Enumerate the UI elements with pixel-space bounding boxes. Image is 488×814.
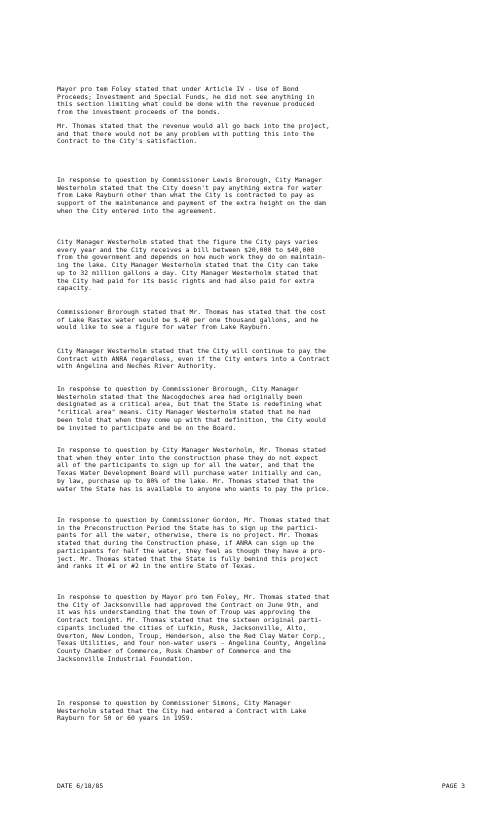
paragraph-lake-rayburn-cost: In response to question by Commissioner Lewis Brorough, City Manager Westerholm stated that the City doesn't pay anything extra for water from Lake Rayburn other than what the City is contracted to pay as support of the maintenance and payment of the extra height on the dam when the City entered into the agreement.	[57, 177, 326, 215]
paragraph-participants: In response to question by Mayor pro tem Foley, Mr. Thomas stated that the City of Jacksonville had approved the Contract on June 9th, and it was his understanding that the town of Troup was approving the Contract tonight. Mr. Thomas stated that the sixteen original parti- cipants included the cities of Lufkin, Rusk, Jacksonville, Alto, Overton, New London, Troup, Henderson, also the Red Clay Water Corp., Texas Utilities, and four non-water users - Angelina County, Angelina County Chamber of Commerce, Rusk Chamber of Commerce and the Jacksonville Industrial Foundation.	[57, 594, 330, 663]
paragraph-lake-rastex-cost: Commissioner Brorough stated that Mr. Thomas has stated that the cost of Lake Rastex water would be $.40 per one thousand gallons, and he would like to see a figure for water from Lake Rayburn.	[57, 309, 326, 332]
paragraph-preconstruction-period: In response to question by Commissioner Gordon, Mr. Thomas stated that in the Preconstruction Period the State has to sign up the partici- pants for all the water, otherwise, there is no project. Mr. Thomas stated that during the Construction phase, if ANRA can sign up the participants for half the water, they feel as though they have a pro- ject. Mr. Thomas stated that the State is fully behind this project and ranks it #1 or #2 in the entire State of Texas.	[57, 517, 330, 571]
footer-date-value: 6/18/85	[76, 782, 104, 790]
footer-date	[57, 782, 103, 790]
paragraph-revenue-return: Mr. Thomas stated that the revenue would all go back into the project, and that there would not be any problem with putting this into the Contract to the City's satisfaction.	[57, 123, 330, 146]
paragraph-construction-phase: In response to question by City Manager Westerholm, Mr. Thomas stated that when they enter into the construction phase they do not expect all of the participants to sign up for all the water, and that the Texas Water Development Board will purchase water initially and can, by law, purchase up to 80% of the lake. Mr. Thomas stated that the water the State has is available to anyone who wants to pay the price.	[57, 447, 330, 493]
footer-date-prefix: DATE	[57, 782, 73, 790]
footer-page-number: PAGE 3	[441, 782, 465, 790]
paragraph-rayburn-contract: In response to question by Commissioner Simons, City Manager Westerholm stated that the City had entered a Contract with Lake Rayburn for 50 or 60 years in 1959.	[57, 700, 307, 723]
page-footer	[57, 782, 475, 814]
paragraph-bond-proceeds: Mayor pro tem Foley stated that under Article IV - Use of Bond Proceeds; Investment and Special Funds, he did not see anything in this section limiting what could be done with the revenue produced from the investment proceeds of the bonds.	[57, 86, 315, 117]
paragraph-critical-area: In response to question by Commissioner Brorough, City Manager Westerholm stated that the Nacogdoches area had originally been designated as a critical area, but that the State is redefining what "critical area" means. City Manager Westerholm stated that he had been told that when they come up with that definition, the City would be invited to participate and be on the Board.	[57, 386, 326, 432]
paragraph-anra-contract: City Manager Westerholm stated that the City will continue to pay the Contract with ANRA regardless, even if the City enters into a Contract with Angelina and Neches River Authority.	[57, 348, 330, 371]
paragraph-city-pays-figure: City Manager Westerholm stated that the figure the City pays varies every year and the City receives a bill between $20,000 to $40,000 from the government and depends on how much work they do on maintain- ing the lake. City Manager Westerholm stated that the City can take up to 32 million gallons a day. City Manager Westerholm stated that the City had paid for its basic rights and had also paid for extra capacity.	[57, 239, 326, 293]
